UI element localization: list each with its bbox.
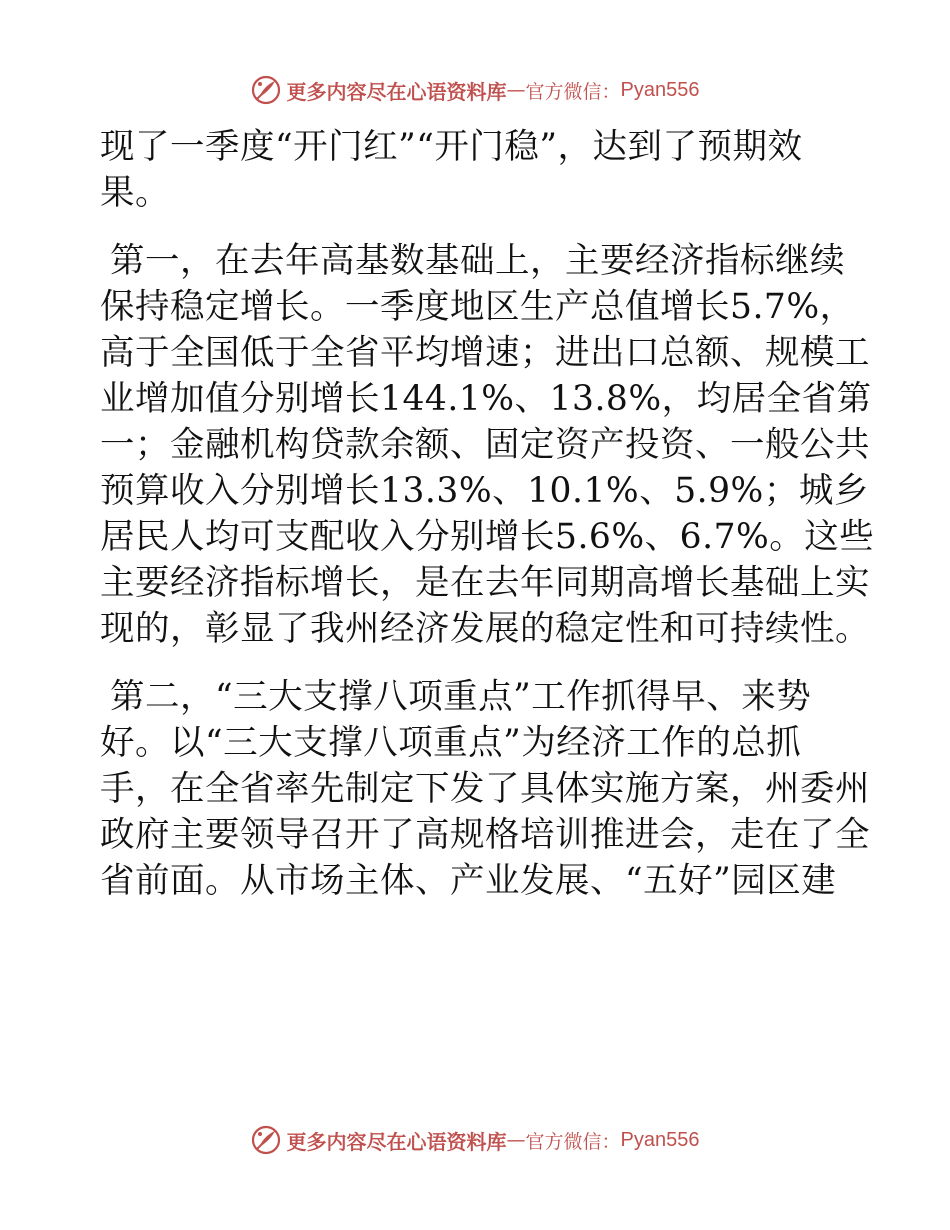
paragraph-first [100,238,860,284]
document-body [100,124,875,904]
text-line: 第一，在去年高基数基础上，主要经济指标继续 [110,241,845,281]
paragraph-second-body [100,720,870,904]
text-line: 业增加值分别增长144.1%、13.8%，均居全省第 [100,379,872,419]
text-line: 保持稳定增长。一季度地区生产总值增长5.7%， [100,287,855,327]
text-line: 果。 [100,173,170,213]
text-line: 现的，彰显了我州经济发展的稳定性和可持续性。 [100,609,870,649]
watermark-separator: — [506,1129,526,1151]
text-line: 手，在全省率先制定下发了具体实施方案，州委州 [100,769,870,809]
text-line: 政府主要领导召开了高规格培训推进会，走在了全 [100,815,870,855]
watermark-separator: — [506,79,526,101]
header-watermark [0,72,950,108]
text-line: 第二，“三大支撑八项重点”工作抓得早、来势 [110,677,812,717]
text-line: 现了一季度“开门红”“开门稳”，达到了预期效 [100,127,803,167]
paragraph-second [100,674,860,720]
text-line: 好。以“三大支撑八项重点”为经济工作的总抓 [100,723,802,763]
text-line: 省前面。从市场主体、产业发展、“五好”园区建 [100,861,837,901]
watermark-official-label: 官方微信： [525,80,621,103]
watermark-id: Pyan556 [620,1128,700,1151]
text-line: 居民人均可支配收入分别增长5.6%、6.7%。这些 [100,517,875,557]
watermark-main-text: 更多内容尽在心语资料库 [286,79,507,104]
text-line: 主要经济指标增长，是在去年同期高增长基础上实 [100,563,870,603]
watermark-official-label: 官方微信： [525,1130,621,1153]
text-line: 高于全国低于全省平均增速；进出口总额、规模工 [100,333,870,373]
text-line: 一；金融机构贷款余额、固定资产投资、一般公共 [100,425,870,465]
footer-watermark [0,1122,950,1158]
text-line: 预算收入分别增长13.3%、10.1%、5.9%；城乡 [100,471,869,511]
paragraph-first-body [100,284,875,652]
paragraph-continuation [100,124,860,216]
feather-pen-logo-icon [251,1125,281,1155]
watermark-main-text: 更多内容尽在心语资料库 [286,1129,507,1154]
watermark-id: Pyan556 [620,78,700,101]
feather-pen-logo-icon [251,75,281,105]
